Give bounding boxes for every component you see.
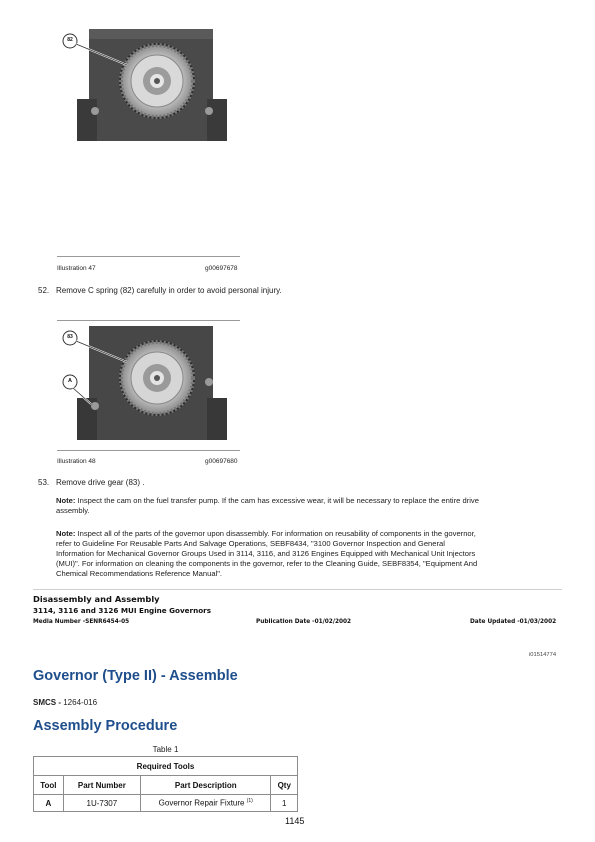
illustration-47-rule [57,256,240,257]
note-line: refer to Guideline For Reusable Parts And Salvage Operations, SEBF8434, "3100 Governor Inspection and General [56,539,445,548]
section-heading: Assembly Procedure [33,718,178,734]
footnote-marker: (1) [246,798,253,805]
cell-part-number: 1U-7307 [63,795,140,812]
document-id: i01514774 [529,652,557,658]
note-line: Information for Mechanical Governor Groups Used in 3114, 3116, and 3126 Engines Equipped with Mechanical Unit Injectors [56,549,476,558]
note-line: assembly. [56,506,90,515]
illustration-48-photo [57,326,240,440]
smcs-value: 1264-016 [63,698,98,707]
step-52-number: 52. [38,286,50,295]
note-cam-inspection [56,496,576,516]
cell-part-description [141,795,271,812]
column-header-part-number: Part Number [63,776,140,795]
illustration-48-caption: Illustration 48 [57,458,96,465]
illustration-47-caption: Illustration 47 [57,265,96,272]
step-52-text: Remove C spring (82) carefully in order to avoid personal injury. [56,286,282,295]
column-header-qty: Qty [271,776,298,795]
callout-82: 82 [67,37,73,43]
cell-qty: 1 [271,795,298,812]
table-title: Required Tools [34,757,298,776]
illustration-47-code: g00697678 [205,265,238,272]
column-header-part-description: Part Description [141,776,271,795]
note-line: Inspect the cam on the fuel transfer pump. If the cam has excessive wear, it will be necessary to replace the entire drive [77,496,479,505]
table-row [34,795,298,812]
note-governor-inspection [56,529,576,579]
smcs-label: SMCS - [33,698,61,707]
illustration-48-top-rule [57,320,240,321]
date-updated: Date Updated -01/03/2002 [470,619,557,625]
cell-tool: A [34,795,64,812]
document-title: Disassembly and Assembly [33,594,160,604]
document-subtitle: 3114, 3116 and 3126 MUI Engine Governors [33,606,211,615]
table-caption: Table 1 [152,745,179,754]
callout-a: A [68,378,72,384]
column-header-tool: Tool [34,776,64,795]
page-number: 1145 [285,816,305,826]
meta-top-rule [33,589,562,590]
governor-housing-photo-48 [57,326,240,440]
step-53-text: Remove drive gear (83) . [56,478,145,487]
note-line: Chemical Recommendations Reference Manual". [56,569,223,578]
smcs-code [33,698,97,707]
illustration-47-photo [57,29,240,141]
governor-housing-photo-47 [57,29,240,141]
note-label: Note: [56,496,76,505]
illustration-48-rule [57,450,240,451]
step-53-number: 53. [38,478,50,487]
note-line: Inspect all of the parts of the governor upon disassembly. For information on reusability of components in the governor, [77,529,476,538]
part-description-text: Governor Repair Fixture [158,798,245,808]
media-number: Media Number -SENR6454-05 [33,619,130,625]
callout-83: 83 [67,334,73,340]
publication-date: Publication Date -01/02/2002 [256,619,352,625]
required-tools-table [33,756,298,812]
page-title: Governor (Type II) - Assemble [33,668,238,684]
note-label: Note: [56,529,76,538]
illustration-48-code: g00697680 [205,458,238,465]
note-line: (MUI)". For information on cleaning the components in the governor, refer to the Cleaning Guide, SEBF8354, "Equipment And [56,559,478,568]
